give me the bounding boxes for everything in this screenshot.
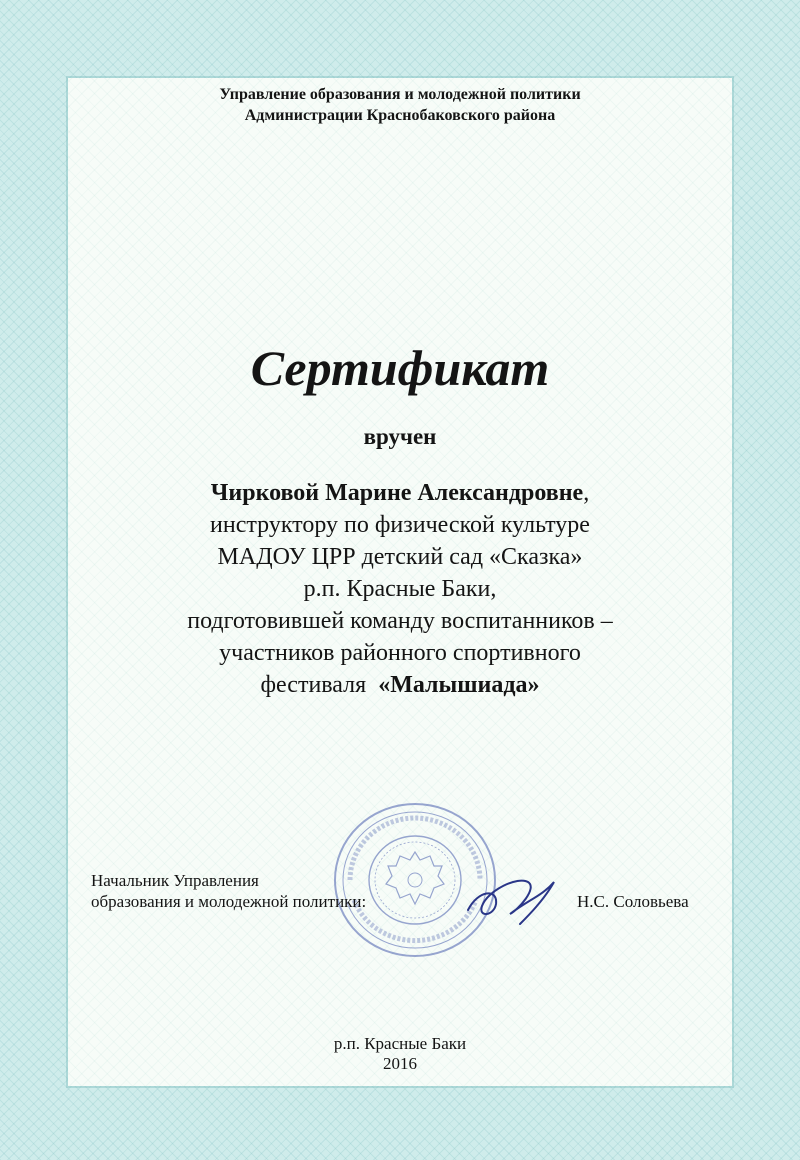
signatory-role-line-1: Начальник Управления [91, 871, 259, 890]
signatory-role-line-2: образования и молодежной политики: [91, 892, 367, 911]
recipient-position: инструктору по физической культуре [210, 512, 590, 538]
issuer-line-1: Управление образования и молодежной политики [219, 86, 581, 103]
handwritten-signature-icon [458, 870, 568, 930]
issue-footer [0, 1034, 800, 1074]
recipient-name: Чирковой Марине Александровне [210, 480, 584, 506]
recipient-name-suffix: , [583, 480, 590, 506]
signatory-name: Н.С. Соловьева [577, 892, 689, 911]
recipient-block [0, 477, 800, 701]
certificate-title: Сертификат [250, 340, 550, 396]
signatory-role [91, 870, 366, 912]
recipient-locality: р.п. Красные Баки, [303, 576, 497, 602]
recipient-achievement-2: участников районного спортивного [219, 640, 581, 666]
recipient-organization: МАДОУ ЦРР детский сад «Сказка» [217, 544, 583, 570]
issuer-header [0, 84, 800, 126]
awarded-label: вручен [363, 424, 437, 449]
recipient-name-line [0, 477, 800, 509]
recipient-achievement: подготовившей команду воспитанников – [187, 608, 613, 634]
recipient-event-line [0, 669, 800, 701]
event-prefix: фестиваля [260, 672, 367, 698]
issuer-line-2: Администрации Краснобаковского района [244, 107, 556, 124]
issue-place: р.п. Красные Баки [333, 1034, 467, 1053]
issue-year: 2016 [383, 1054, 417, 1073]
event-name: «Малышиада» [378, 672, 540, 698]
